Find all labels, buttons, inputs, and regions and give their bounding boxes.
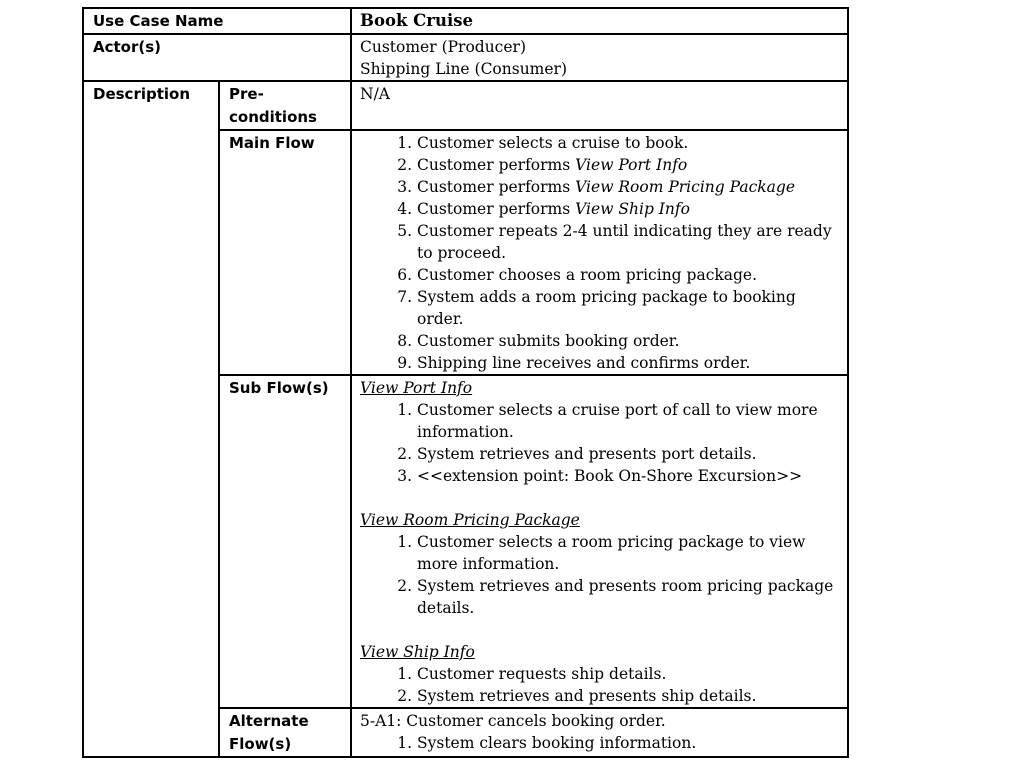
alternate-flows-value (351, 708, 848, 757)
sub-flow-step: 3. <<extension point: Book On-Shore Excursion>> (417, 465, 839, 487)
alternate-flow-step: 1. System clears booking information. (417, 732, 839, 754)
step-text: Customer performs (417, 200, 576, 218)
alternate-flows-label: Alternate Flow(s) (219, 708, 351, 757)
use-case-name-label: Use Case Name (83, 8, 351, 34)
sub-flow-title: View Room Pricing Package (360, 511, 580, 529)
sub-flows-label: Sub Flow(s) (219, 375, 351, 708)
step-text: Shipping line receives and confirms order. (417, 354, 751, 372)
main-flow-step (417, 132, 839, 154)
alternate-flow-title: 5-A1: Customer cancels booking order. (360, 712, 666, 730)
main-flow-value (351, 130, 848, 375)
sub-flow-step: 1. Customer requests ship details. (417, 663, 839, 685)
step-text: System adds a room pricing package to booking order. (417, 288, 796, 328)
main-flow-step (417, 264, 839, 286)
step-text: Customer performs (417, 156, 576, 174)
use-case-name-row (83, 8, 848, 34)
actor-item: Shipping Line (Consumer) (360, 60, 568, 78)
main-flow-step (417, 154, 839, 176)
step-reference: View Ship Info (575, 200, 690, 218)
step-text: Customer chooses a room pricing package. (417, 266, 758, 284)
step-reference: View Room Pricing Package (575, 178, 795, 196)
description-label: Description (83, 81, 219, 757)
step-reference: View Port Info (575, 156, 688, 174)
use-case-name-value: Book Cruise (351, 8, 848, 34)
main-flow-step (417, 198, 839, 220)
sub-flow-list (360, 663, 839, 707)
sub-flow-title: View Port Info (360, 379, 473, 397)
spacer (360, 619, 839, 641)
spacer (360, 487, 839, 509)
main-flow-label: Main Flow (219, 130, 351, 375)
actors-label: Actor(s) (83, 34, 351, 81)
step-text: Customer submits booking order. (417, 332, 680, 350)
step-text: Customer selects a cruise to book. (417, 134, 689, 152)
sub-flow-step: 1. Customer selects a cruise port of call to view more information. (417, 399, 839, 443)
main-flow-step (417, 176, 839, 198)
main-flow-step (417, 286, 839, 330)
sub-flow-title: View Ship Info (360, 643, 475, 661)
main-flow-step (417, 330, 839, 352)
main-flow-step (417, 220, 839, 264)
sub-flows-value (351, 375, 848, 708)
sub-flow-step: 2. System retrieves and presents room pricing package details. (417, 575, 839, 619)
actors-row (83, 34, 848, 81)
preconditions-label: Pre-conditions (219, 81, 351, 130)
main-flow-list (360, 132, 839, 374)
preconditions-value: N/A (351, 81, 848, 130)
actor-item: Customer (Producer) (360, 38, 526, 56)
sub-flow-step: 1. Customer selects a room pricing package to view more information. (417, 531, 839, 575)
use-case-table (82, 7, 849, 758)
sub-flow-step: 2. System retrieves and presents port details. (417, 443, 839, 465)
step-text: Customer repeats 2-4 until indicating they are ready to proceed. (417, 222, 832, 262)
sub-flow-step: 2. System retrieves and presents ship details. (417, 685, 839, 707)
step-text: Customer performs (417, 178, 576, 196)
actors-value (351, 34, 848, 81)
sub-flow-list (360, 399, 839, 487)
sub-flow-list (360, 531, 839, 619)
preconditions-row (83, 81, 848, 130)
main-flow-step (417, 352, 839, 374)
alternate-flow-list (360, 732, 839, 754)
